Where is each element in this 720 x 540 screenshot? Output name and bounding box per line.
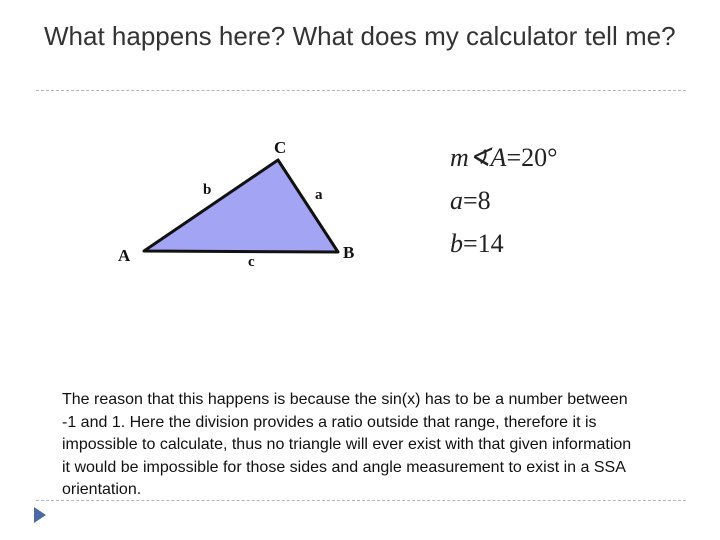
given-values	[450, 140, 558, 269]
equals-sign: =	[463, 186, 478, 215]
given-side-a	[450, 183, 558, 226]
vertex-label-b: B	[343, 243, 355, 262]
explanation-text: The reason that this happens is because the sin(x) has to be a number between -1 and 1. Here the division provides a ratio outside that range, therefore it is impossible to calculate, thus no triangle will ever exist with that given information it would be impossible for those sides and angle measurement to exist in a SSA orientation.	[62, 391, 632, 498]
side-label-a: a	[315, 187, 323, 203]
side-label-c: c	[248, 254, 255, 270]
footer-divider	[36, 500, 686, 501]
triangle-diagram	[110, 135, 370, 275]
given-side-b-variable: b	[450, 229, 463, 258]
side-label-b: b	[203, 182, 212, 198]
given-angle-a	[450, 140, 558, 183]
equals-sign: =	[463, 229, 478, 258]
given-side-b	[450, 226, 558, 269]
given-angle-variable: m∢A	[450, 143, 507, 172]
triangle-figure	[110, 135, 370, 275]
given-side-b-value: 14	[477, 229, 504, 258]
vertex-label-a: A	[118, 246, 131, 265]
bullet-arrow-icon	[33, 506, 47, 524]
equals-sign: =	[506, 143, 522, 172]
slide-title: What happens here? What does my calculator tell me?	[44, 21, 676, 51]
given-angle-value: 20°	[521, 143, 558, 172]
vertex-label-c: C	[274, 138, 287, 157]
triangle-shape	[144, 160, 338, 252]
given-side-a-value: 8	[477, 186, 491, 215]
title-divider	[36, 90, 686, 91]
given-side-a-variable: a	[450, 186, 463, 215]
